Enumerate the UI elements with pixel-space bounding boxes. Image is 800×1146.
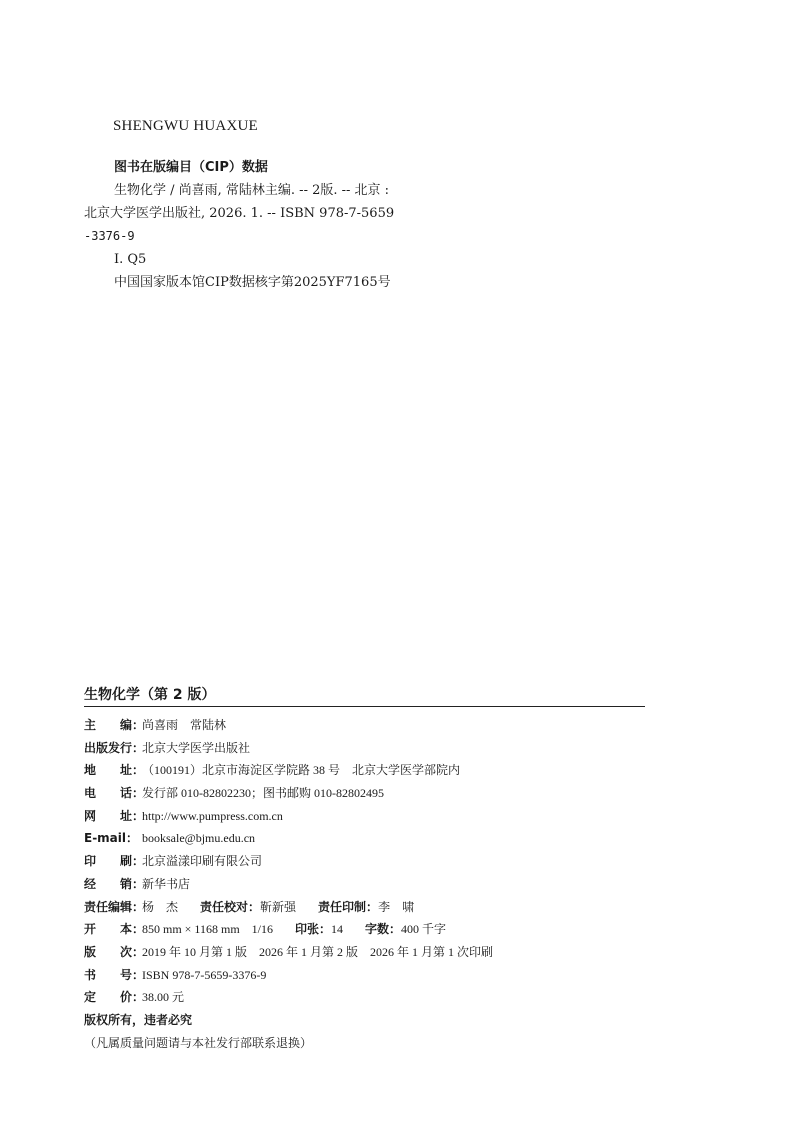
isbn-label: 书 号： (84, 967, 145, 982)
cip-block (84, 156, 644, 294)
edition-label: 版 次： (84, 944, 145, 959)
website-row (84, 805, 684, 828)
printer-value: 北京溢漾印刷有限公司 (142, 854, 263, 869)
publisher-row (84, 737, 684, 760)
edition-value: 2019 年 10 月第 1 版 2026 年 1 月第 2 版 2026 年 1 月第 1 次印刷 (142, 944, 494, 959)
printer-label: 印 刷： (84, 854, 145, 869)
cip-line-4: Ⅰ. Q5 (114, 252, 147, 267)
address-value: （100191）北京市海淀区学院路 38 号 北京大学医学部院内 (142, 763, 461, 778)
format-value: 850 mm × 1168 mm 1/16 (142, 922, 273, 937)
email-label: E-mail： (84, 831, 139, 846)
phone-row (84, 782, 684, 805)
isbn-value: ISBN 978-7-5659-3376-9 (142, 967, 267, 982)
words-label: 字数： (365, 922, 402, 937)
book-title: 生物化学（第 2 版） (84, 687, 216, 703)
resp-editor-label: 责任编辑： (84, 899, 145, 914)
phone-value: 发行部 010-82802230；图书邮购 010-82802495 (142, 786, 384, 801)
address-label: 地 址： (84, 763, 145, 778)
distributor-value: 新华书店 (142, 876, 191, 891)
resp-editor-value: 杨 杰 (142, 899, 179, 914)
printer-row (84, 850, 684, 873)
price-value: 38.00 元 (142, 990, 185, 1005)
address-row (84, 759, 684, 782)
edition-row (84, 941, 684, 964)
words-value: 400 千字 (401, 922, 447, 937)
cip-line-3: -3376-9 (84, 229, 135, 243)
website-label: 网 址： (84, 808, 145, 823)
resp-proof-value: 靳新强 (260, 899, 297, 914)
editor-value: 尚喜雨 常陆林 (142, 718, 227, 732)
copyright-info (84, 714, 684, 1054)
phone-label: 电 话： (84, 786, 145, 801)
publisher-label: 出版发行： (84, 740, 145, 755)
format-label: 开 本： (84, 922, 145, 937)
resp-print-value: 李 啸 (378, 899, 415, 914)
sheets-label: 印张： (295, 922, 332, 937)
price-row (84, 986, 684, 1009)
pinyin-title: SHENGWU HUAXUE (113, 118, 258, 134)
rights-notice: 版权所有，违者必究 (84, 1012, 193, 1027)
isbn-row (84, 964, 684, 987)
returns-notice: （凡属质量问题请与本社发行部联系退换） (84, 1035, 313, 1050)
email-row (84, 827, 684, 850)
email-value[interactable]: booksale@bjmu.edu.cn (142, 831, 256, 846)
resp-print-label: 责任印制： (318, 899, 379, 914)
price-label: 定 价： (84, 990, 145, 1005)
cip-line-1: 生物化学 / 尚喜雨, 常陆林主编. -- 2版. -- 北京 : (114, 183, 390, 198)
title-divider (84, 706, 645, 707)
cip-line-2: 北京大学医学出版社, 2026. 1. -- ISBN 978-7-5659 (84, 206, 395, 221)
responsibility-row (84, 896, 684, 919)
editor-row (84, 714, 684, 737)
cip-heading: 图书在版编目（CIP）数据 (114, 160, 268, 175)
distributor-label: 经 销： (84, 876, 145, 891)
distributor-row (84, 873, 684, 896)
cip-line-5: 中国国家版本馆CIP数据核字第2025YF7165号 (114, 275, 391, 290)
website-value[interactable]: http://www.pumpress.com.cn (142, 808, 283, 823)
editor-label: 主 编： (84, 718, 145, 732)
resp-proof-label: 责任校对： (200, 899, 261, 914)
format-row (84, 918, 684, 941)
publisher-value: 北京大学医学出版社 (142, 740, 251, 755)
sheets-value: 14 (331, 922, 344, 937)
